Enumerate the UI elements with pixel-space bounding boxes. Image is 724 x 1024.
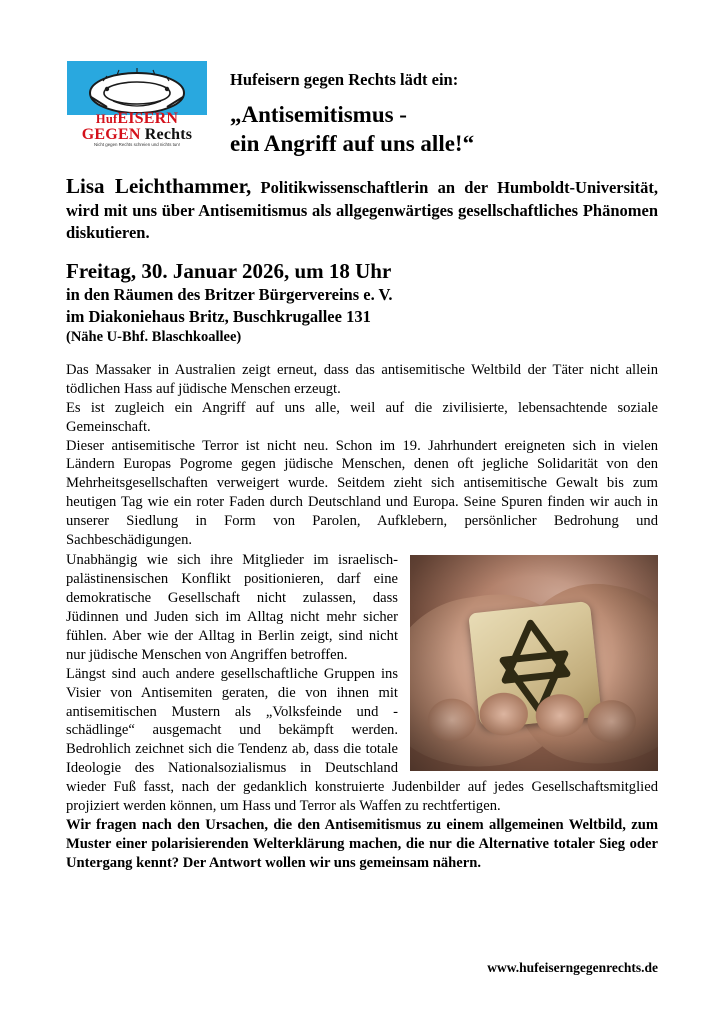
organization-logo bbox=[66, 60, 208, 150]
paragraph-2: Es ist zugleich ein Angriff auf uns alle, weil auf die zivilisierte, lebensachtende soziale Gemeinschaft. bbox=[66, 399, 658, 435]
paragraph-4: Unabhängig wie sich ihre Mitglieder im israelisch-palästinensischen Konflikt positionieren, darf eine demokratische Gesellschaft nicht zulassen, dass Jüdinnen und Juden sich im Alltag nicht mehr sicher fühlen. Aber wie der Alltag in Berlin zeigt, sind nicht nur jüdische Menschen von Angriffen betroffen. bbox=[66, 552, 398, 663]
photo-vignette bbox=[410, 555, 658, 771]
header-text-block bbox=[230, 60, 658, 159]
event-venue-line-3: (Nähe U-Bhf. Blaschkoallee) bbox=[66, 328, 242, 345]
speaker-paragraph bbox=[66, 173, 658, 243]
logo-line-1: HufEISERN bbox=[95, 110, 179, 127]
event-venue-line-1: in den Räumen des Britzer Bürgervereins e. V. bbox=[66, 285, 393, 305]
logo-line-2: GEGEN Rechts bbox=[81, 126, 193, 143]
invitation-line: Hufeisern gegen Rechts lädt ein: bbox=[230, 70, 459, 89]
page-title bbox=[230, 100, 658, 159]
intro-text bbox=[66, 361, 658, 549]
closing-paragraph: Wir fragen nach den Ursachen, die den Antisemitismus zu einem allgemeinen Weltbild, zum Muster einer polarisierenden Welterklärung machen, die nur die Alternative totaler Sieg oder Untergang kennt? Der Antwort wollen wir uns gemeinsam nähern. bbox=[66, 816, 658, 871]
paragraph-3: Dieser antisemitische Terror ist nicht neu. Schon im 19. Jahrhundert ereigneten sich in vielen Ländern Europas Pogrome gegen jüdische Menschen, denen oft jegliche Solidarität von den Mehrheitsgesellschaften verweigert wurde. Seitdem zieht sich antisemitische Gewalt bis zum heutigen Tag wie ein roter Faden durch Deutschland und Europa. Seine Spuren finden wir auch in unserer Siedlung in Form von Parolen, Aufklebern, persönlicher Bedrohung und Sachbeschädigungen. bbox=[66, 437, 658, 548]
logo-subline: Nicht gegen Rechts schreien und nichts tun! bbox=[94, 142, 180, 147]
hands-holding-yellow-star-badge-photo bbox=[410, 555, 658, 771]
website-footer[interactable]: www.hufeiserngegenrechts.de bbox=[487, 960, 658, 975]
event-venue-line-2: im Diakoniehaus Britz, Buschkrugallee 131 bbox=[66, 307, 371, 326]
title-line-1: „Antisemitismus - bbox=[230, 102, 407, 127]
flyer-header bbox=[66, 60, 658, 159]
main-text-with-photo bbox=[66, 551, 658, 872]
event-datetime: Freitag, 30. Januar 2026, um 18 Uhr bbox=[66, 259, 392, 284]
event-details bbox=[66, 259, 658, 347]
horseshoe-icon bbox=[83, 67, 191, 113]
speaker-name: Lisa Leichthammer, bbox=[66, 173, 252, 198]
speaker-description: Politikwissenschaftlerin an der Humboldt-Universität, wird mit uns über Antisemitismus als allgegenwärtiges gesellschaftliches Phänomen diskutieren. bbox=[66, 177, 658, 242]
title-line-2: ein Angriff auf uns alle!“ bbox=[230, 131, 475, 157]
paragraph-1: Das Massaker in Australien zeigt erneut, dass das antisemitische Weltbild der Täter nicht allein tödlichen Hass auf jüdische Menschen erzeugt. bbox=[66, 362, 658, 398]
paragraph-5: Längst sind auch andere gesellschaftliche Gruppen ins Visier von Antisemiten geraten, die von ihnen mit antisemitischen Mustern als „Volksfeinde und -schädlinge“ ausgemacht und bekämpft werden. Bedrohlich zeichnet sich die Tendenz ab, dass die totale Ideologie des Nationalsozialismus in Deutschland wieder Fuß fasst, nach der gedanklich konstruierte Judenbilder auf jedes Gesellschaftsmitglied projiziert werden können, um Hass und Terror als Waffen zu rechtfertigen. bbox=[66, 665, 658, 815]
